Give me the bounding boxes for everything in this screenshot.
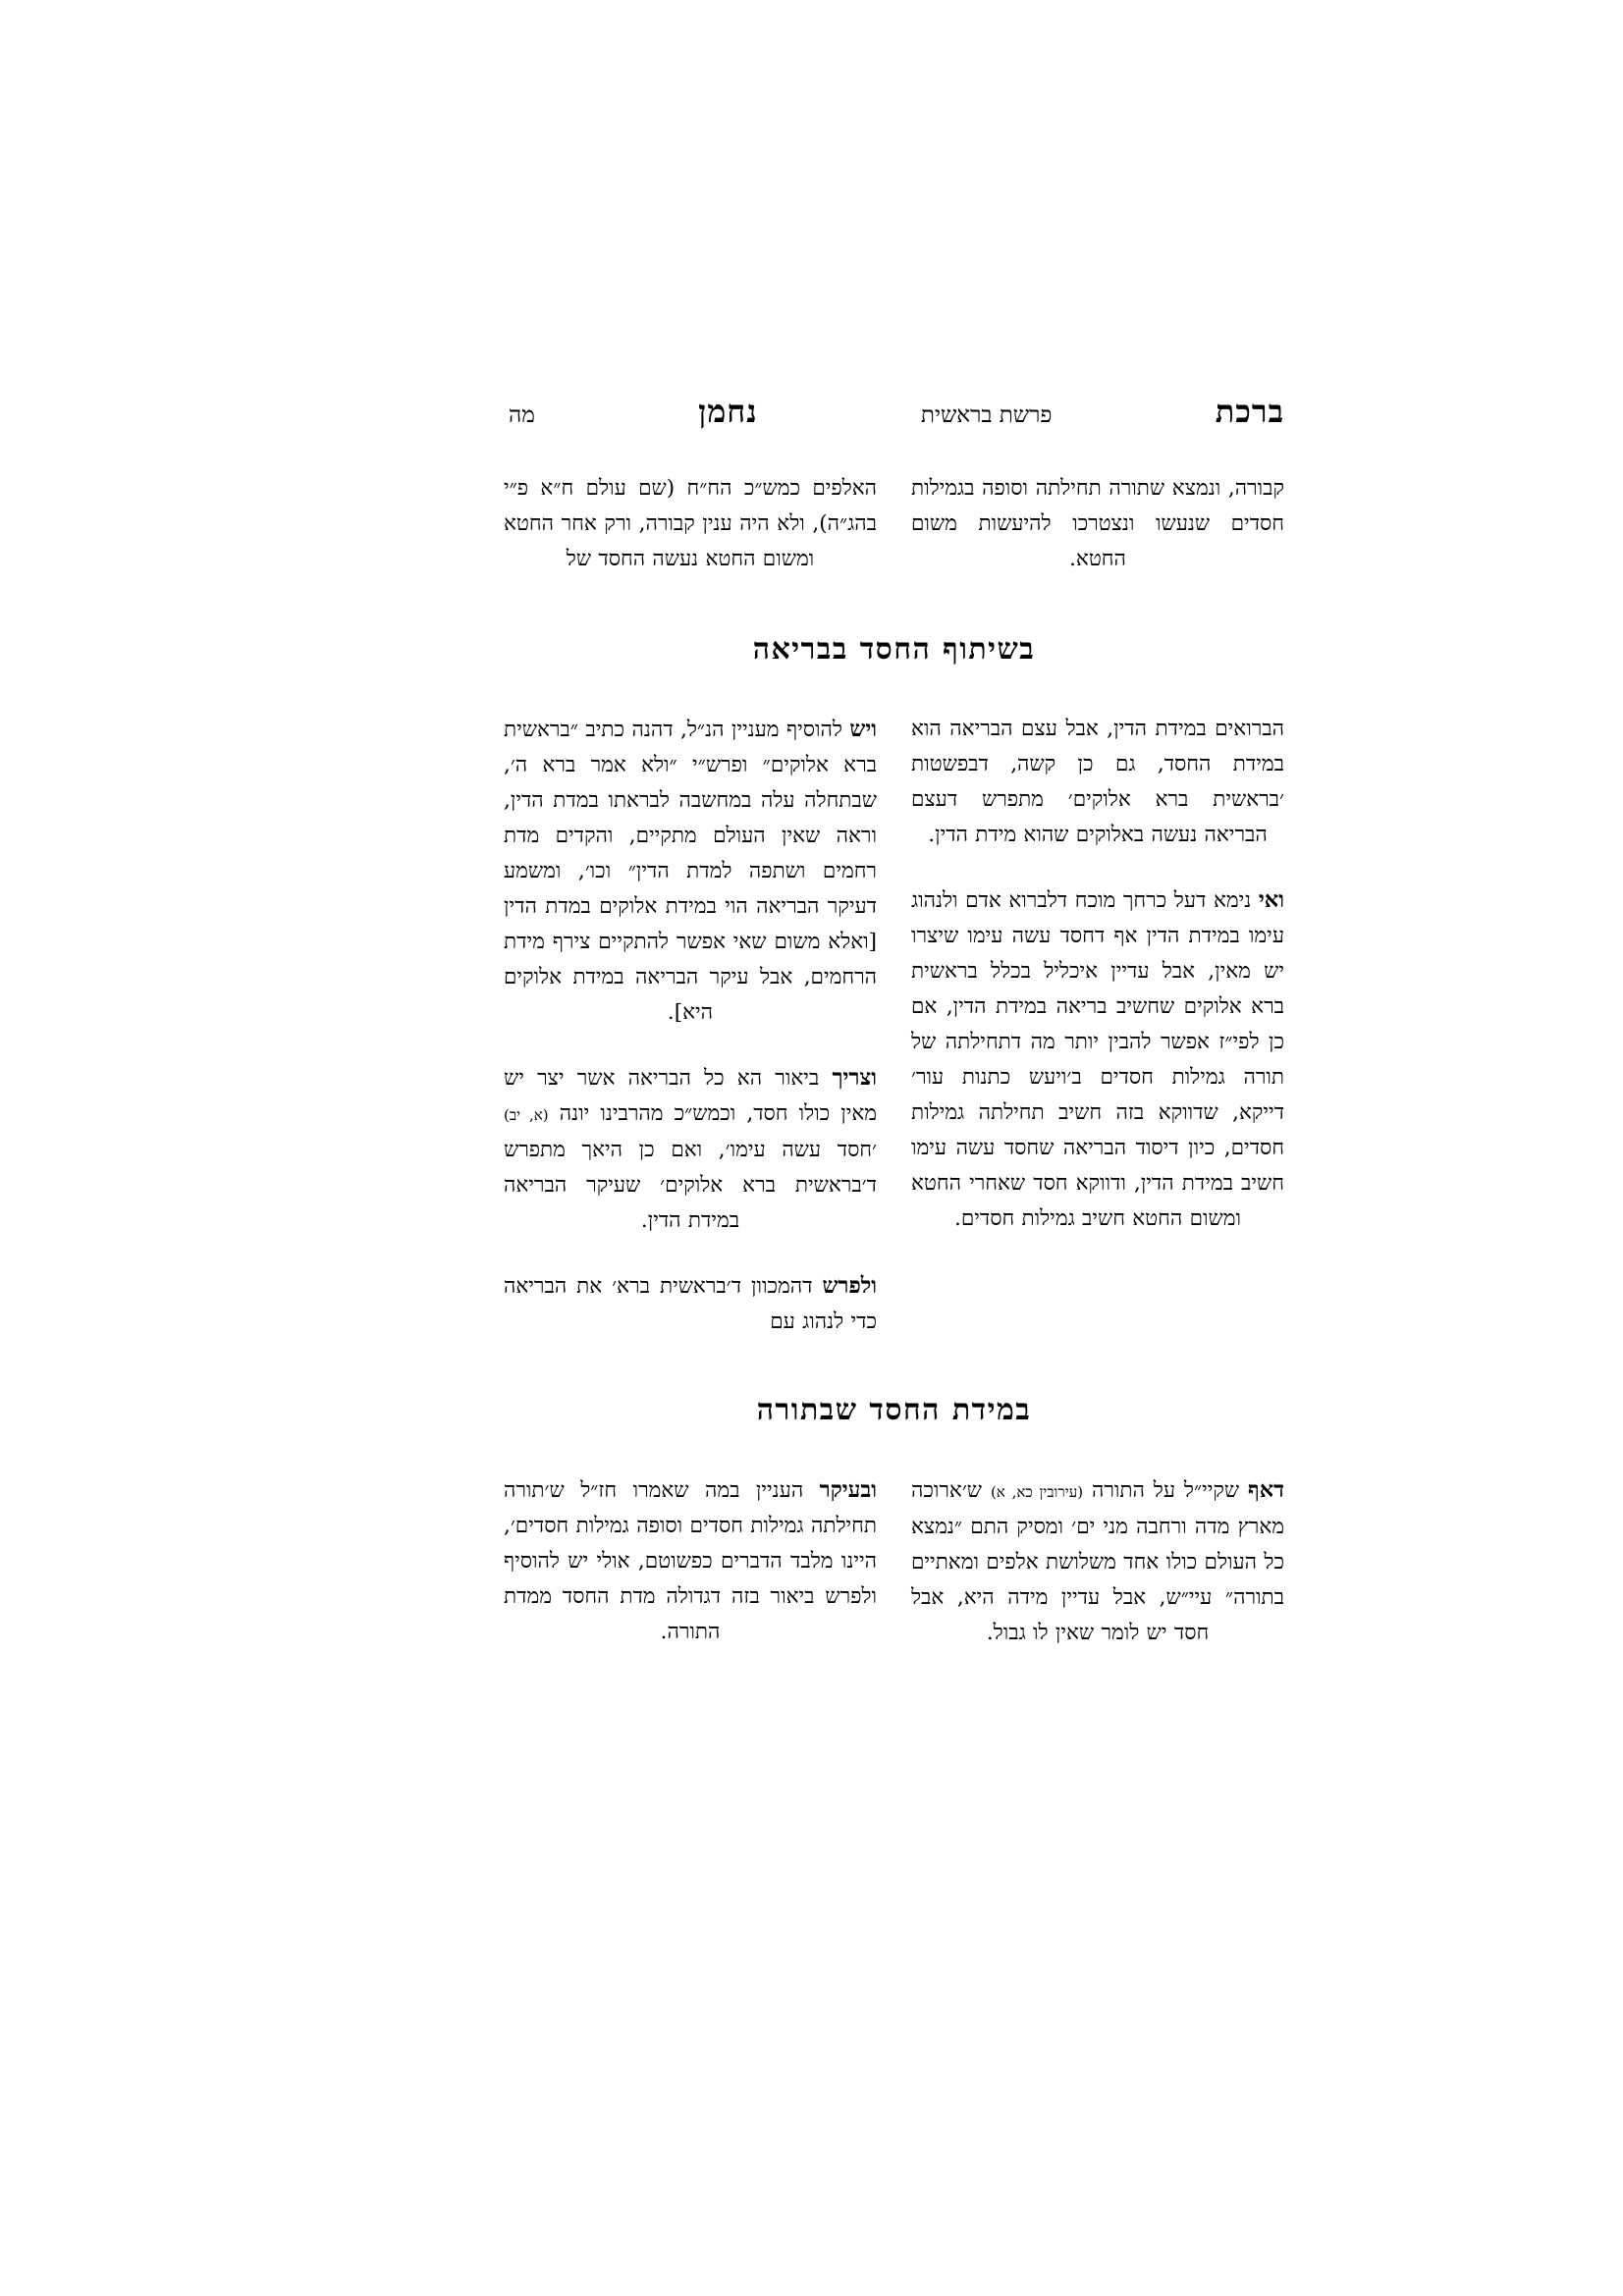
paragraph-top-right xyxy=(504,471,877,577)
paragraph-text: האלפים כמש״כ הח״ח (שם עולם ח״א פ״י בהג״ה), ולא היה ענין קבורה, ורק אחר החטא ומשום החטא נעשה החסד של xyxy=(504,476,877,571)
paragraph-lead-word: דאף xyxy=(1248,1477,1284,1503)
paragraph-s1-r1 xyxy=(504,712,877,1031)
top-continuation-block xyxy=(504,471,1284,577)
spacer xyxy=(504,667,1284,712)
running-head-author: נחמן xyxy=(698,393,758,430)
paragraph-text-continued: ׳חסד עשה עימו׳, ואם כן היאך מתפרש ד׳בראשית ברא אלוקים׳ שעיקר הבריאה במידת הדין. xyxy=(504,1138,877,1233)
paragraph-lead-word: ובעיקר xyxy=(819,1477,877,1503)
section-2-columns xyxy=(504,1472,1284,1651)
paragraph-text: דהמכוון ד׳בראשית ברא׳ את הבריאה כדי לנהוג עם xyxy=(504,1274,877,1334)
paragraph-lead-word: ואי xyxy=(1258,887,1284,913)
paragraph-text: קבורה, ונמצא שתורה תחילתה וסופה בגמילות חסדים שנעשו ונצטרכו להיעשות משום החטא. xyxy=(911,476,1284,571)
paragraph-s1-r2 xyxy=(504,1060,877,1239)
running-head-folio: מה xyxy=(509,402,535,428)
paragraph-text: שקיי״ל על התורה xyxy=(1083,1478,1249,1503)
section-2-left-column xyxy=(911,1472,1284,1651)
spacer xyxy=(504,577,1284,632)
section-1-right-column xyxy=(504,712,877,1340)
top-block-right-column xyxy=(504,471,877,577)
spacer xyxy=(504,1427,1284,1472)
top-block-left-column xyxy=(911,471,1284,577)
source-reference: (עירובין כא, א) xyxy=(990,1483,1084,1501)
paragraph-text: הברואים במידת הדין, אבל עצם הבריאה הוא במידת החסד, גם כן קשה, דבפשטות ׳בראשית ברא אלוקים׳ מתפרש דעצם הבריאה נעשה באלוקים שהוא מידת הדין. xyxy=(911,717,1284,847)
paragraph-s2-l1 xyxy=(911,1472,1284,1651)
body-text-area xyxy=(504,471,1284,1651)
paragraph-s1-l2 xyxy=(911,882,1284,1237)
paragraph-text: להוסיף מעניין הנ״ל, דהנה כתיב ״בראשית ברא אלוקים״ ופרש״י ״ולא אמר ברא ה׳, שבתחלה עלה במחשבה לבראתו במדת הדין, וראה שאין העולם מתקיים, והקדים מדת רחמים ושתפה למדת הדין״ וכו׳, ומשמע דעיקר הבריאה הוי במידת אלוקים במדת הדין [ואלא משום שאי אפשר להתקיים צירף מידת הרחמים, אבל עיקר הבריאה במידת אלוקים היא]. xyxy=(504,718,877,1025)
paragraph-text: נימא דעל כרחך מוכח דלברוא אדם ולנהוג עימו במידת הדין אף דחסד עשה עימו שיצרו יש מאין, אבל עדיין איכליל בכלל בראשית ברא אלוקים שחשיב בריאה במידת הדין, אם כן לפי״ז אפשר להבין יותר מה דתחילתה של תורה גמילות חסדים ב׳ויעש כתנות עור׳ דייקא, שדווקא בזה חשיב תחילתה גמילות חסדים, כיון דיסוד הבריאה שחסד עשה עימו חשיב במידת הדין, ודווקא חסד שאחרי החטא ומשום החטא חשיב גמילות חסדים. xyxy=(911,888,1284,1231)
paragraph-lead-word: ויש xyxy=(849,717,877,742)
spacer xyxy=(504,1340,1284,1393)
section-1-columns xyxy=(504,712,1284,1340)
running-head xyxy=(509,393,1284,438)
paragraph-text: ביאור הא כל הבריאה אשר יצר יש מאין כולו חסד, וכמש״כ מהרבינו יונה xyxy=(504,1066,878,1126)
section-heading-1: בשיתוף החסד בבריאה xyxy=(752,632,1036,667)
section-2-right-column xyxy=(504,1472,877,1651)
running-head-book-title: ברכת xyxy=(1215,393,1284,430)
section-heading-2: במידת החסד שבתורה xyxy=(756,1393,1032,1427)
running-head-parsha: פרשת בראשית xyxy=(920,402,1053,428)
paragraph-s2-r1 xyxy=(504,1472,877,1650)
paragraph-s1-r3 xyxy=(504,1268,877,1340)
section-1-left-column xyxy=(911,712,1284,1340)
paragraph-lead-word: ולפרש xyxy=(822,1273,877,1299)
paragraph-text-continued: ש׳ארוכה מארץ מדה ורחבה מני ים׳ ומסיק התם ״נמצא כל העולם כולו אחד משלושת אלפים ומאתיים בתורה״ עיי״ש, אבל עדיין מידה היא, אבל חסד יש לומר שאין לו גבול. xyxy=(911,1478,1284,1645)
source-reference: (א, יב) xyxy=(504,1106,549,1124)
paragraph-top-left xyxy=(911,471,1284,577)
paragraph-lead-word: וצריך xyxy=(832,1065,877,1091)
paragraph-s1-l1 xyxy=(911,712,1284,853)
paragraph-text: העניין במה שאמרו חז״ל ש׳תורה תחילתה גמילות חסדים וסופה גמילות חסדים׳, היינו מלבד הדברים כפשוטם, אולי יש להוסיף ולפרש ביאור בזה דגדולה מדת החסד ממדת התורה. xyxy=(504,1478,877,1644)
